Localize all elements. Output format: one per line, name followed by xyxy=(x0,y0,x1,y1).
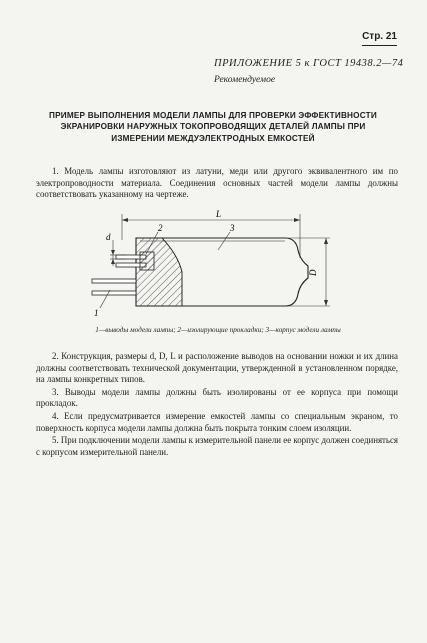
paragraph-2: 2. Конструкция, размеры d, D, L и расположение выводов на основании ножки и их длина должны соответствовать технической документации, утвержденной в установленном порядке, на лампы конкретных типов. xyxy=(36,351,398,385)
lamp-model-drawing xyxy=(80,210,340,320)
dimension-D xyxy=(285,238,330,306)
status-label: Рекомендуемое xyxy=(214,75,276,85)
paragraph-5: 5. При подключении модели лампы к измерительной панели ее корпус должен соединяться с корпусом измерительной панели. xyxy=(36,435,398,457)
paragraph-4: 4. Если предусматривается измерение емкостей лампы со специальным экраном, то поверхность корпуса модели лампы должна быть покрыта тонким слоем изоляции. xyxy=(36,410,398,433)
label-D: D xyxy=(308,269,318,276)
callout-2: 2 xyxy=(158,223,163,233)
lamp-body xyxy=(136,238,308,306)
page-title: ПРИМЕР ВЫПОЛНЕНИЯ МОДЕЛИ ЛАМПЫ ДЛЯ ПРОВЕРКИ ЭФФЕКТИВНОСТИ ЭКРАНИРОВКИ НАРУЖНЫХ ТОКОПРОВОДЯЩИХ ДЕТАЛЕЙ ЛАМПЫ ПРИ ИЗМЕРЕНИИ МЕЖДУЭЛЕКТРОДНЫХ ЕМКОСТЕЙ xyxy=(49,111,377,143)
figure-caption: 1—выводы модели лампы; 2—изолирующие прокладки; 3—корпус модели лампы xyxy=(95,326,341,334)
label-d: d xyxy=(106,232,111,242)
page-number: Стр. 21 xyxy=(362,31,397,46)
paragraph-1: 1. Модель лампы изготовляют из латуни, меди или другого эквивалентного им по электропроводности материала. Соединения основных частей модели лампы должны соответствовать указанному на чертеже. xyxy=(36,166,398,200)
appendix-reference: ПРИЛОЖЕНИЕ 5 к ГОСТ 19438.2—74 xyxy=(214,58,404,69)
label-L: L xyxy=(216,210,222,219)
callout-1: 1 xyxy=(94,308,99,318)
callout-3: 3 xyxy=(230,223,235,233)
dimension-d xyxy=(106,232,126,266)
paragraph-3: 3. Выводы модели лампы должны быть изолированы от ее корпуса при помощи прокладок. xyxy=(36,386,398,409)
body-paragraphs xyxy=(36,351,398,459)
